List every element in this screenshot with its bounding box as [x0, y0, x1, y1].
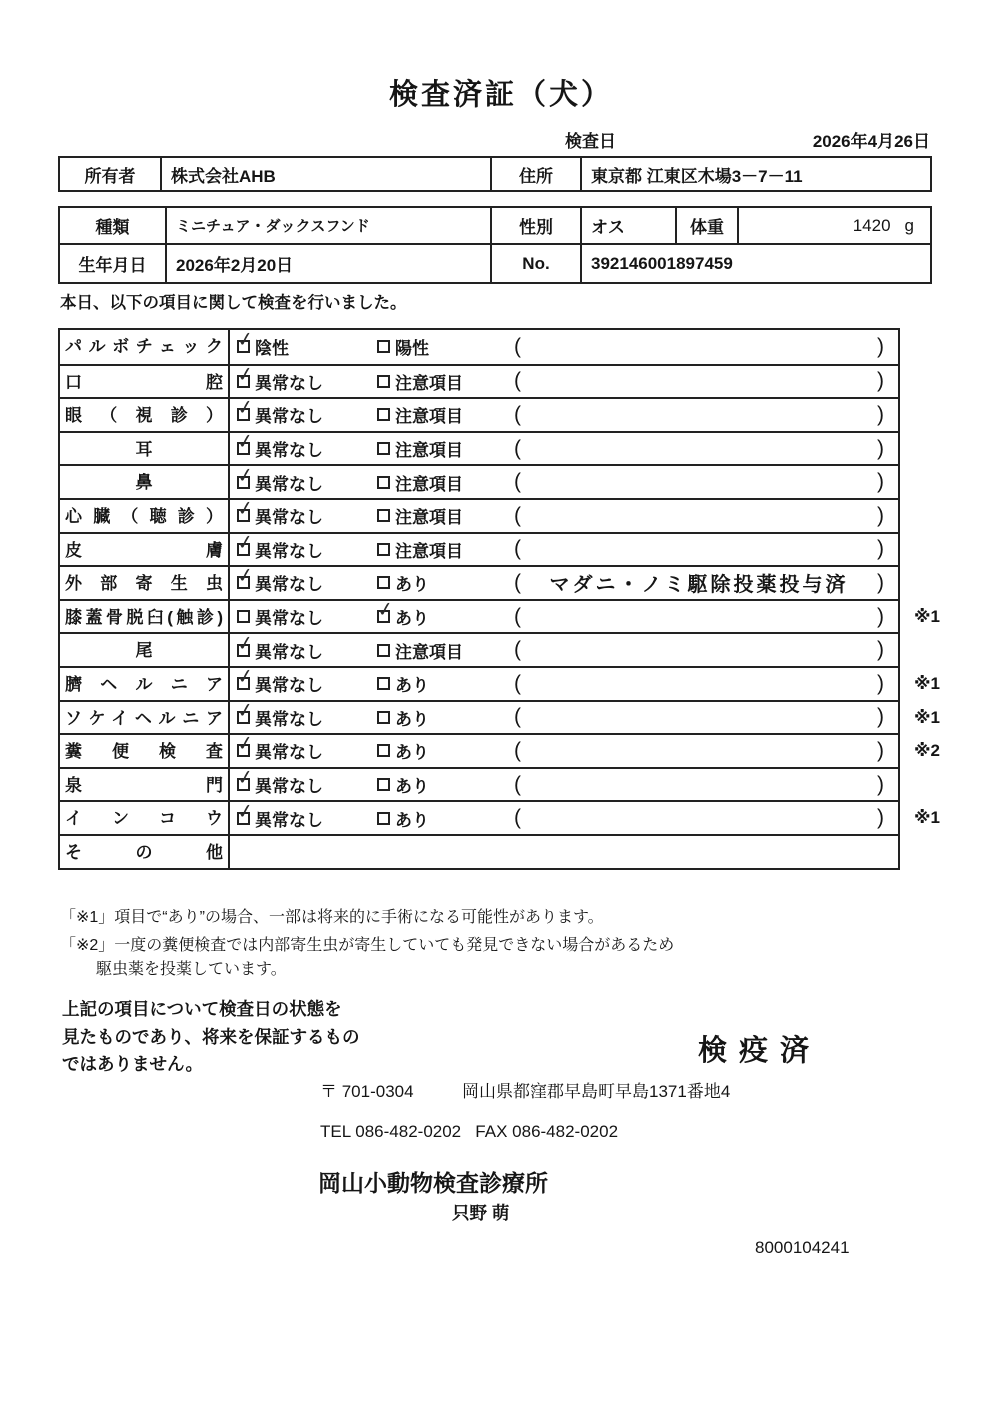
weight-cell [739, 208, 930, 243]
remark-area [500, 470, 898, 494]
option-2 [370, 334, 500, 359]
owner-table [58, 156, 932, 192]
table-row [60, 799, 940, 834]
item-options [230, 362, 898, 398]
option-1 [230, 396, 370, 427]
option-2 [370, 772, 500, 797]
checkbox-1[interactable] [235, 362, 256, 388]
table-row [60, 698, 940, 734]
checkbox-1[interactable] [235, 328, 256, 353]
item-options [230, 463, 898, 498]
breed-value: ミニチュア・ダックスフンド [167, 208, 492, 243]
disclaimer-line-3: ではありません。 [62, 1054, 204, 1074]
clinic-address: 岡山県都窪郡早島町早島1371番地4 [462, 1082, 731, 1101]
disclaimer [62, 996, 360, 1079]
item-label: 鼻 [60, 466, 230, 498]
remark-area [500, 605, 898, 629]
remark-area [500, 638, 898, 662]
birth-value: 2026年2月20日 [167, 245, 492, 282]
address-value: 東京都 江東区木場3－7－11 [591, 166, 803, 186]
option-1 [230, 328, 370, 359]
option-2 [370, 470, 500, 495]
option-1-label: 異常なし [255, 373, 323, 393]
item-label: 泉門 [60, 769, 230, 801]
checkmark-icon: ✓ [235, 732, 256, 757]
paren-close: ) [877, 537, 884, 561]
table-row [60, 767, 898, 801]
table-row [60, 732, 940, 767]
option-1-label: 異常なし [255, 508, 323, 528]
paren-close: ) [877, 503, 884, 527]
option-2-label: 注意項目 [395, 441, 463, 461]
disclaimer-line-1: 上記の項目について検査日の状態を [62, 999, 342, 1019]
item-options [230, 631, 898, 666]
option-1 [230, 732, 370, 763]
item-label: 眼（視診） [60, 399, 230, 431]
paren-close: ) [877, 570, 884, 594]
option-1-label: 異常なし [255, 642, 323, 662]
option-2 [370, 537, 500, 562]
paren-open: ( [514, 806, 521, 830]
paren-open: ( [514, 503, 521, 527]
breed-label: 種類 [60, 208, 167, 243]
no-value: 392146001897459 [591, 253, 733, 273]
item-options [230, 836, 898, 868]
table-row [60, 565, 898, 599]
paren-close: ) [877, 806, 884, 830]
item-options [230, 564, 898, 599]
paren-open: ( [514, 436, 521, 460]
quarantine-stamp: 検疫済 [698, 1035, 822, 1067]
paren-open: ( [514, 470, 521, 494]
option-1 [230, 698, 370, 730]
checkmark-icon: ✓ [235, 765, 256, 791]
item-label: 耳 [60, 433, 230, 465]
checkbox-1[interactable] [235, 698, 256, 724]
item-label: 糞便検査 [60, 735, 230, 767]
item-options [230, 497, 898, 532]
option-1 [230, 430, 370, 461]
option-2-label: 注意項目 [395, 541, 463, 561]
footnote-1: 「※1」項目で“あり”の場合、一部は将来的に手術になる可能性があります。 [60, 909, 604, 926]
table-row [60, 364, 898, 398]
option-2 [370, 705, 500, 730]
option-1 [230, 463, 370, 495]
reference-mark: ※1 [914, 808, 940, 828]
pet-table [58, 206, 932, 284]
remark-text: マダニ・ノミ駆除投薬投与済 [549, 574, 849, 597]
option-2-label: 注意項目 [395, 407, 463, 427]
item-label: 皮膚 [60, 534, 230, 566]
item-label: 心臓（聴診） [60, 500, 230, 532]
item-options [230, 765, 898, 801]
sex-value: オス [582, 208, 677, 243]
checkbox-2[interactable] [377, 576, 390, 589]
option-2 [370, 503, 500, 528]
checkbox-1[interactable] [237, 610, 250, 623]
checkmark-icon: ✓ [235, 362, 256, 387]
table-row [60, 532, 898, 566]
option-1-label: 異常なし [255, 709, 323, 729]
option-2-label: あり [395, 743, 429, 763]
remark-area [500, 369, 898, 393]
intro-text: 本日、以下の項目に関して検査を行いました。 [60, 294, 407, 312]
pet-row-2 [60, 243, 930, 282]
paren-open: ( [514, 537, 521, 561]
checkbox-1[interactable] [235, 396, 256, 421]
option-1 [230, 665, 370, 696]
item-options [230, 698, 898, 734]
checkmark-icon: ✓ [235, 631, 256, 656]
paren-close: ) [877, 638, 884, 662]
paren-open: ( [514, 402, 521, 426]
option-2 [370, 402, 500, 427]
remark-area [500, 672, 898, 696]
table-row [60, 834, 898, 868]
item-label: その他 [60, 836, 230, 868]
checkmark-icon: ✓ [375, 597, 396, 623]
remark-area [500, 568, 898, 597]
option-1 [230, 604, 370, 629]
footnote-2: 「※2」一度の糞便検査では内部寄生虫が寄生していても発見できない場合があるため [60, 937, 675, 954]
paren-open: ( [514, 369, 521, 393]
option-1 [230, 631, 370, 663]
owner-label: 所有者 [60, 158, 162, 190]
option-2 [370, 738, 500, 763]
remark-area [500, 739, 898, 763]
remark-area [500, 806, 898, 830]
item-options [230, 430, 898, 465]
option-1-label: 異常なし [255, 407, 323, 427]
remark-area [500, 840, 898, 864]
option-1-label: 陰性 [255, 339, 289, 359]
table-row [60, 464, 898, 498]
table-row [60, 330, 898, 364]
option-2 [370, 436, 500, 461]
item-label: ソケイヘルニア [60, 702, 230, 734]
option-1-label: 異常なし [255, 474, 323, 494]
table-row [60, 665, 940, 700]
checkbox-1[interactable] [235, 497, 256, 522]
paren-open: ( [514, 738, 521, 762]
option-2-label: あり [395, 676, 429, 696]
checkbox-2[interactable] [375, 597, 396, 623]
option-2-label: 注意項目 [395, 508, 463, 528]
item-options [230, 799, 898, 834]
checkbox-1[interactable] [235, 799, 256, 825]
clinic-person-name: 只野 萌 [452, 1203, 510, 1223]
item-options [230, 530, 898, 566]
checkbox-2[interactable] [377, 509, 390, 522]
serial-number: 8000104241 [755, 1238, 850, 1257]
option-1-label: 異常なし [255, 777, 323, 797]
option-2-label: 注意項目 [395, 474, 463, 494]
option-2-label: あり [395, 709, 429, 729]
checkmark-icon: ✓ [235, 396, 256, 421]
checkbox-1[interactable] [235, 631, 256, 657]
option-2 [370, 671, 500, 696]
paren-close: ) [877, 604, 884, 628]
checkmark-icon: ✓ [235, 665, 256, 690]
checkbox-2[interactable] [377, 375, 390, 388]
option-1-label: 異常なし [255, 575, 323, 595]
checkbox-1[interactable] [235, 530, 256, 556]
reference-mark: ※1 [914, 673, 940, 693]
reference-mark: ※1 [914, 707, 940, 727]
checkbox-2[interactable] [377, 644, 390, 657]
birth-label: 生年月日 [60, 245, 167, 282]
checkmark-icon: ✓ [235, 328, 256, 353]
checkmark-icon: ✓ [235, 799, 256, 824]
option-2 [370, 369, 500, 394]
paren-open: ( [514, 772, 521, 796]
option-1-label: 異常なし [255, 609, 323, 629]
sex-label: 性別 [492, 208, 582, 243]
option-2-label: あり [395, 777, 429, 797]
checkbox-2[interactable] [377, 778, 390, 791]
table-row [60, 632, 898, 666]
remark-area [500, 773, 898, 797]
inspection-date-label: 検査日 [565, 132, 616, 151]
option-1-label: 異常なし [255, 441, 323, 461]
clinic-name: 岡山小動物検査診療所 [318, 1170, 548, 1196]
item-label: 膝蓋骨脱臼(触診) [60, 601, 230, 633]
item-label: 口腔 [60, 366, 230, 398]
paren-close: ) [877, 470, 884, 494]
paren-close: ) [877, 436, 884, 460]
paren-open: ( [514, 570, 521, 594]
checkmark-icon: ✓ [235, 564, 256, 589]
item-label: 外部寄生虫 [60, 567, 230, 599]
checkbox-2[interactable] [377, 677, 390, 690]
checkbox-2[interactable] [377, 408, 390, 421]
address-label: 住所 [492, 158, 582, 190]
option-2 [370, 570, 500, 595]
option-2 [370, 597, 500, 629]
checkbox-2[interactable] [377, 476, 390, 489]
checkmark-icon: ✓ [235, 530, 256, 555]
item-label: インコウ [60, 802, 230, 834]
option-2-label: あり [395, 810, 429, 830]
paren-open: ( [514, 638, 521, 662]
checkmark-icon: ✓ [235, 430, 256, 455]
paren-close: ) [877, 369, 884, 393]
item-label: 臍ヘルニア [60, 668, 230, 700]
footnote-3: 駆虫薬を投薬しています。 [96, 961, 287, 978]
option-2-label: 注意項目 [395, 373, 463, 393]
table-row [60, 397, 898, 431]
item-label: 尾 [60, 634, 230, 666]
pet-row-1 [60, 208, 930, 243]
weight-value: 1420 [852, 215, 891, 235]
checkmark-icon: ✓ [235, 463, 256, 488]
item-options [230, 732, 898, 767]
paren-open: ( [514, 334, 521, 358]
option-2-label: 注意項目 [395, 642, 463, 662]
clinic-postal-code: 〒 701-0304 [320, 1082, 414, 1101]
paren-open: ( [514, 671, 521, 695]
option-1-label: 異常なし [255, 676, 323, 696]
option-1 [230, 530, 370, 562]
option-2-label: 陽性 [395, 339, 429, 359]
option-1 [230, 362, 370, 394]
checkbox-1[interactable] [235, 430, 256, 455]
option-2 [370, 806, 500, 831]
checkbox-1[interactable] [235, 732, 256, 757]
item-options [230, 330, 898, 364]
item-options [230, 396, 898, 431]
item-options [230, 597, 898, 633]
no-label: No. [492, 245, 582, 282]
disclaimer-line-2: 見たものであり、将来を保証するもの [62, 1026, 360, 1047]
weight-unit: g [904, 215, 914, 235]
table-row [60, 431, 898, 465]
checkbox-2[interactable] [377, 543, 390, 556]
option-1-label: 異常なし [255, 810, 323, 830]
checkbox-2[interactable] [377, 711, 390, 724]
option-2 [370, 638, 500, 663]
remark-area [500, 335, 898, 359]
table-row [60, 498, 898, 532]
paren-close: ) [877, 334, 884, 358]
option-1 [230, 799, 370, 831]
checkmark-icon: ✓ [235, 497, 256, 522]
paren-open: ( [514, 604, 521, 628]
reference-mark: ※2 [914, 741, 940, 761]
item-options [230, 665, 898, 700]
option-1-label: 異常なし [255, 743, 323, 763]
paren-close: ) [877, 772, 884, 796]
remark-area [500, 437, 898, 461]
paren-close: ) [877, 402, 884, 426]
weight-label: 体重 [677, 208, 739, 243]
checkbox-2[interactable] [377, 812, 390, 825]
option-1 [230, 765, 370, 797]
paren-close: ) [877, 705, 884, 729]
checkbox-1[interactable] [235, 665, 256, 690]
checkbox-2[interactable] [377, 744, 390, 757]
page-title: 検査済証（犬） [388, 79, 613, 111]
checkbox-1[interactable] [235, 765, 256, 791]
item-label: パルボチェック [60, 330, 230, 364]
option-1 [230, 564, 370, 595]
paren-open: ( [514, 705, 521, 729]
option-2-label: あり [395, 609, 429, 629]
reference-mark: ※1 [914, 606, 940, 626]
remark-area [500, 705, 898, 729]
option-1 [230, 497, 370, 528]
remark-area [500, 403, 898, 427]
remark-area [500, 537, 898, 561]
inspection-date-value: 2026年4月26日 [812, 132, 930, 151]
checkbox-1[interactable] [235, 463, 256, 489]
checkbox-2[interactable] [377, 442, 390, 455]
remark-area [500, 504, 898, 528]
owner-value: 株式会社AHB [162, 158, 492, 190]
paren-close: ) [877, 671, 884, 695]
checkmark-icon: ✓ [235, 698, 256, 723]
checkbox-1[interactable] [235, 564, 256, 589]
option-1-label: 異常なし [255, 541, 323, 561]
table-row [60, 597, 940, 633]
inspection-table [58, 328, 940, 870]
paren-close: ) [877, 738, 884, 762]
clinic-tel-fax: TEL 086-482-0202 FAX 086-482-0202 [320, 1122, 619, 1141]
option-2-label: あり [395, 575, 429, 595]
checkbox-2[interactable] [377, 340, 390, 353]
